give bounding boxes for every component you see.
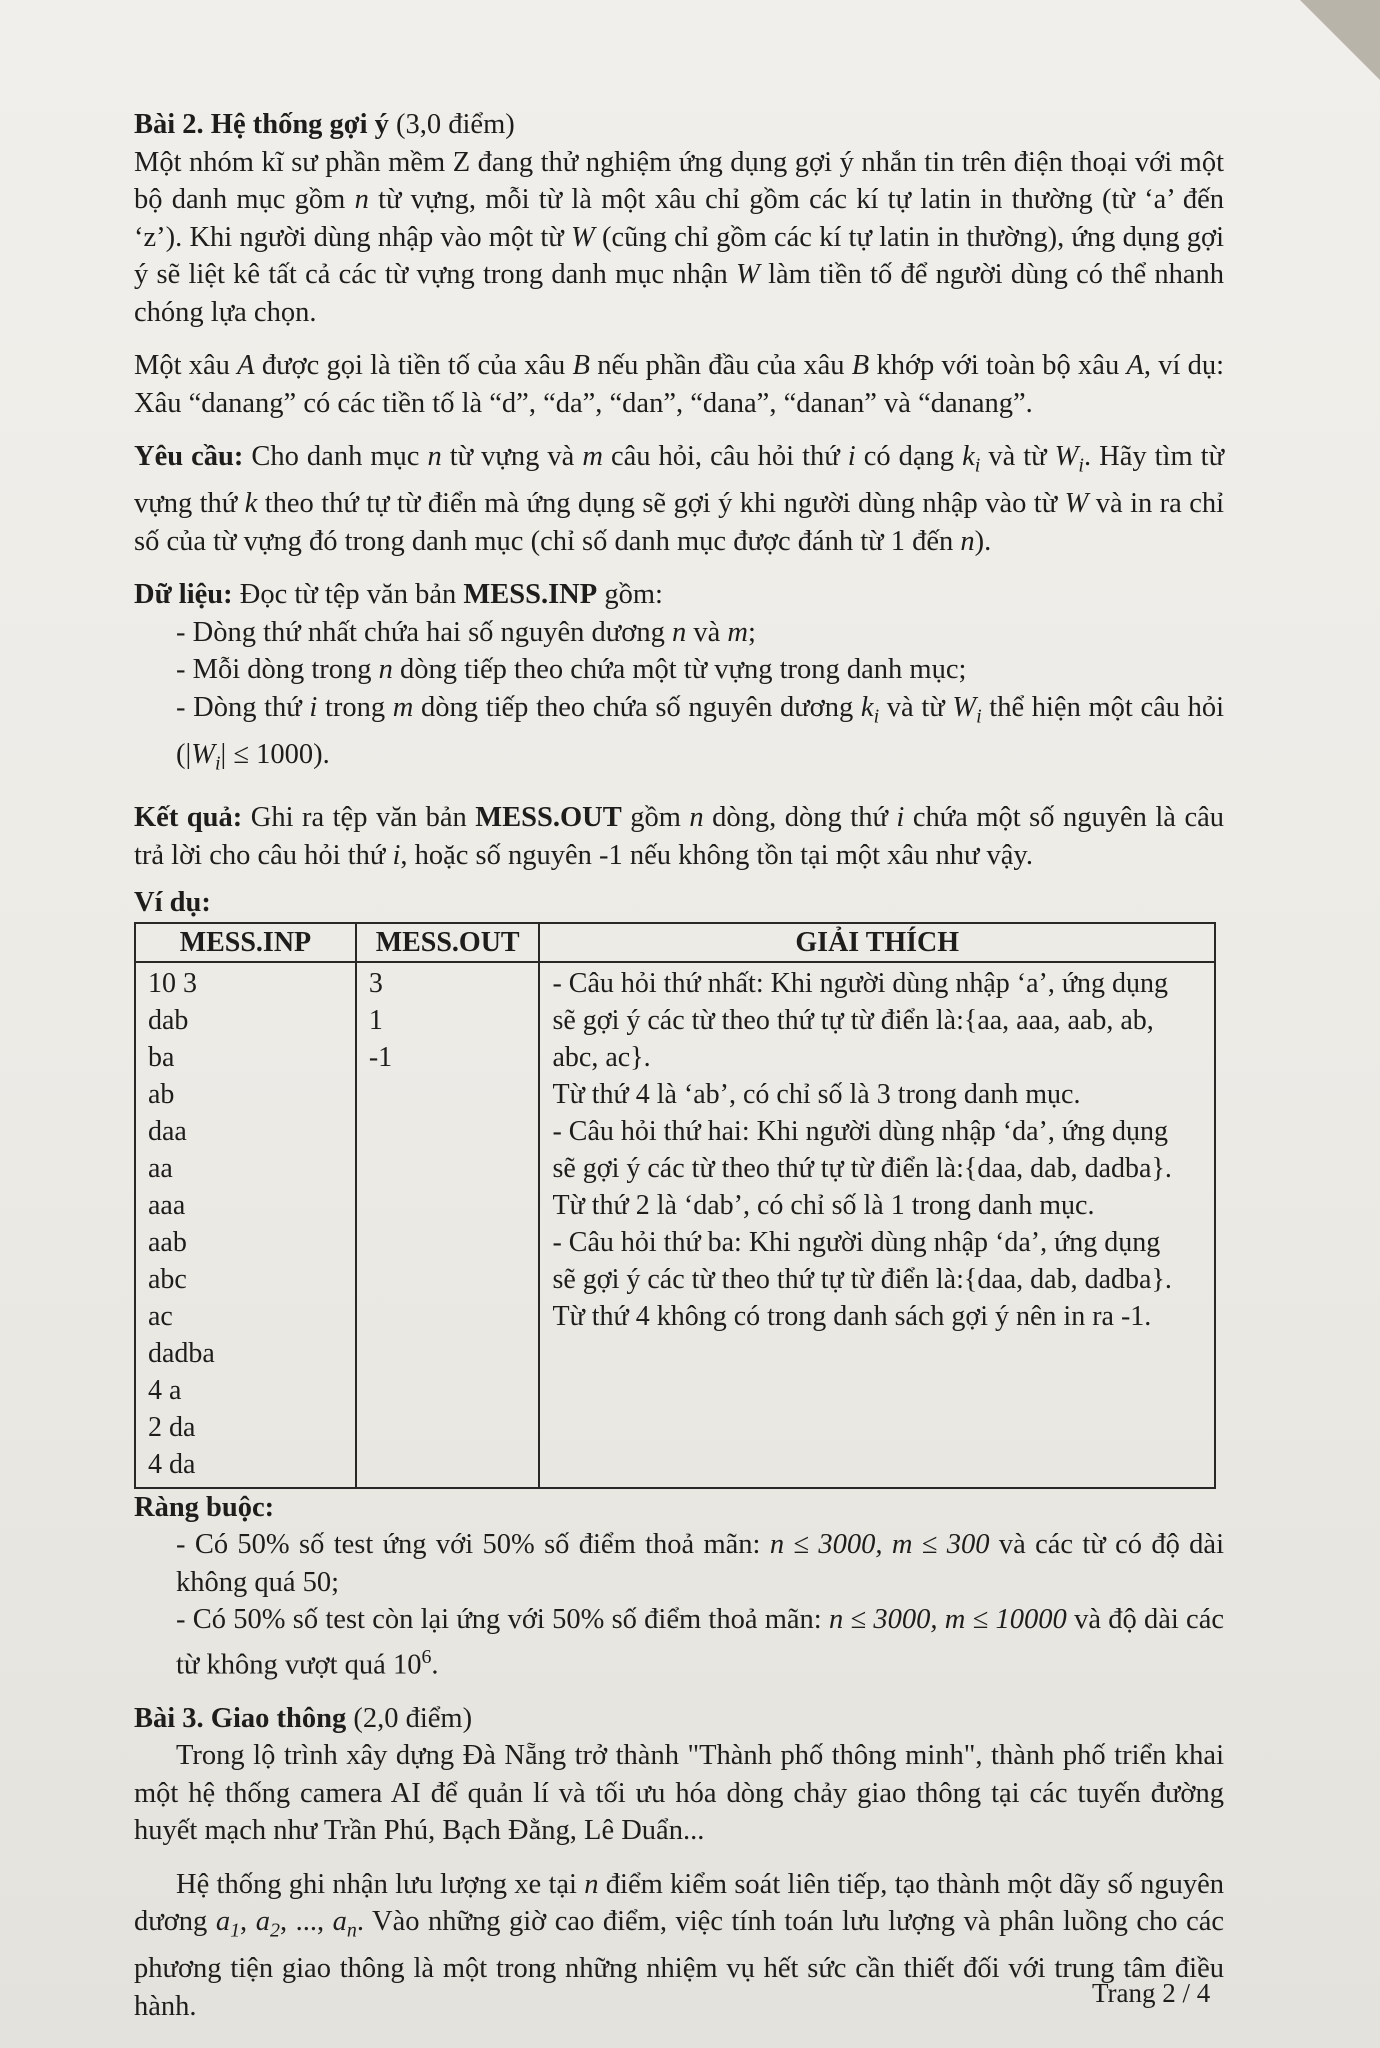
requirement: Yêu cầu: Cho danh mục n từ vựng và m câu hỏi, câu hỏi thứ i có dạng $k_i$ và từ $W_i$. Hãy tìm từ vựng thứ k theo thứ tự từ điển mà ứng dụng sẽ gợi ý khi người dùng nhập vào từ W và in ra chỉ số của từ vựng đó trong danh mục (chỉ số danh mục được đánh từ 1 đến n). bbox=[134, 441, 1225, 557]
constraint-2: - Có 50% số test còn lại ứng với 50% số điểm thoả mãn: n ≤ 3000, m ≤ 10000 và độ dài các từ không vượt quá $10^6$. bbox=[176, 1604, 1225, 1681]
inp-line: aab bbox=[148, 1226, 187, 1258]
input-description: Dữ liệu: Đọc từ tệp văn bản MESS.INP gồm: bbox=[134, 579, 663, 611]
inp-line: 10 3 bbox=[148, 967, 197, 999]
explanation-line: sẽ gợi ý các từ theo thứ tự từ điển là:{aa, aaa, aab, ab, bbox=[552, 1004, 1154, 1036]
inp-line: aa bbox=[148, 1152, 173, 1184]
header-mess-out: MESS.OUT bbox=[356, 923, 540, 962]
bai2-heading: Bài 2. Hệ thống gợi ý (3,0 điểm) bbox=[134, 109, 515, 140]
explanation-line: - Câu hỏi thứ nhất: Khi người dùng nhập ‘a’, ứng dụng bbox=[552, 967, 1169, 999]
out-cell bbox=[356, 962, 540, 1488]
page-number: Trang 2 / 4 bbox=[1092, 1978, 1211, 2008]
bai2-intro: Một nhóm kĩ sư phần mềm Z đang thử nghiệm ứng dụng gợi ý nhắn tin trên điện thoại với một bộ danh mục gồm n từ vựng, mỗi từ là một xâu chỉ gồm các kí tự latin in thường (từ ‘a’ đến ‘z’). Khi người dùng nhập vào một từ W (cũng chỉ gồm các kí tự latin in thường), ứng dụng gợi ý sẽ liệt kê tất cả các từ vựng trong danh mục nhận W làm tiền tố để người dùng có thể nhanh chóng lựa chọn. bbox=[134, 146, 1225, 328]
input-line-1: - Dòng thứ nhất chứa hai số nguyên dương n và m; bbox=[176, 616, 756, 648]
inp-line: abc bbox=[148, 1263, 187, 1295]
out-line: 3 bbox=[368, 967, 383, 999]
explanation-line: - Câu hỏi thứ ba: Khi người dùng nhập ‘da’, ứng dụng bbox=[552, 1226, 1161, 1258]
inp-line: ac bbox=[148, 1300, 173, 1332]
bai3-paragraph-1: Trong lộ trình xây dựng Đà Nẵng trở thành "Thành phố thông minh", thành phố triển khai một hệ thống camera AI để quản lí và tối ưu hóa dòng chảy giao thông tại các tuyến đường huyết mạch như Trần Phú, Bạch Đằng, Lê Duẩn... bbox=[134, 1740, 1224, 1847]
explanation-line: Từ thứ 2 là ‘dab’, có chỉ số là 1 trong danh mục. bbox=[552, 1189, 1095, 1221]
explanation-line: sẽ gợi ý các từ theo thứ tự từ điển là:{daa, dab, dadba}. bbox=[552, 1263, 1172, 1295]
example-table-row bbox=[135, 962, 1215, 1488]
constraints-label: Ràng buộc: bbox=[134, 1491, 275, 1523]
document-body bbox=[134, 106, 1224, 2025]
inp-line: 2 da bbox=[148, 1411, 196, 1443]
inp-line: 4 da bbox=[148, 1448, 196, 1480]
folded-corner bbox=[1300, 0, 1380, 80]
bai3-paragraph-2: Hệ thống ghi nhận lưu lượng xe tại n điểm kiểm soát liên tiếp, tạo thành một dãy số nguyên dương $a_1$, $a_2$, ..., $a_n$. Vào những giờ cao điểm, việc tính toán lưu lượng và phân luồng cho các phương tiện giao thông là một trong những nhiệm vụ hết sức cần thiết đối với trung tâm điều hành. bbox=[134, 1868, 1225, 2022]
out-line: -1 bbox=[368, 1041, 393, 1073]
inp-line: daa bbox=[148, 1115, 187, 1147]
out-line: 1 bbox=[368, 1004, 383, 1036]
explanation-line: - Câu hỏi thứ hai: Khi người dùng nhập ‘da’, ứng dụng bbox=[552, 1115, 1169, 1147]
explanation-line: Từ thứ 4 không có trong danh sách gợi ý nên in ra -1. bbox=[552, 1300, 1152, 1332]
inp-line: 4 a bbox=[148, 1374, 182, 1406]
example-label: Ví dụ: bbox=[134, 887, 211, 919]
header-explanation: GIẢI THÍCH bbox=[539, 923, 1215, 962]
explanation-cell bbox=[539, 962, 1215, 1488]
prefix-definition: Một xâu A được gọi là tiền tố của xâu B nếu phần đầu của xâu B khớp với toàn bộ xâu A, ví dụ: Xâu “danang” có các tiền tố là “d”, “da”, “dan”, “dana”, “danan” và “danang”. bbox=[134, 350, 1225, 419]
header-mess-inp: MESS.INP bbox=[135, 923, 356, 962]
constraint-1: - Có 50% số test ứng với 50% số điểm thoả mãn: n ≤ 3000, m ≤ 300 và các từ có độ dài không quá 50; bbox=[176, 1529, 1224, 1598]
explanation-line: Từ thứ 4 là ‘ab’, có chỉ số là 3 trong danh mục. bbox=[552, 1078, 1081, 1110]
explanation-line: abc, ac}. bbox=[552, 1041, 651, 1073]
inp-line: dadba bbox=[148, 1337, 215, 1369]
example-table-header bbox=[135, 923, 1215, 962]
input-line-2: - Mỗi dòng trong n dòng tiếp theo chứa một từ vựng trong danh mục; bbox=[176, 654, 967, 686]
inp-line: dab bbox=[148, 1004, 189, 1036]
explanation-line: sẽ gợi ý các từ theo thứ tự từ điển là:{daa, dab, dadba}. bbox=[552, 1152, 1172, 1184]
input-line-3: - Dòng thứ i trong m dòng tiếp theo chứa số nguyên dương $k_i$ và từ $W_i$ thể hiện một câu hỏi $(|W_i| \le 1000)$. bbox=[176, 691, 1225, 775]
output-description: Kết quả: Ghi ra tệp văn bản MESS.OUT gồm n dòng, dòng thứ i chứa một số nguyên là câu trả lời cho câu hỏi thứ i, hoặc số nguyên -1 nếu không tồn tại một xâu như vậy. bbox=[134, 802, 1225, 871]
inp-line: aaa bbox=[148, 1189, 186, 1221]
inp-line: ab bbox=[148, 1078, 175, 1110]
inp-cell bbox=[135, 962, 356, 1488]
example-table bbox=[134, 922, 1216, 1489]
inp-line: ba bbox=[148, 1041, 175, 1073]
bai3-heading: Bài 3. Giao thông (2,0 điểm) bbox=[134, 1702, 473, 1734]
